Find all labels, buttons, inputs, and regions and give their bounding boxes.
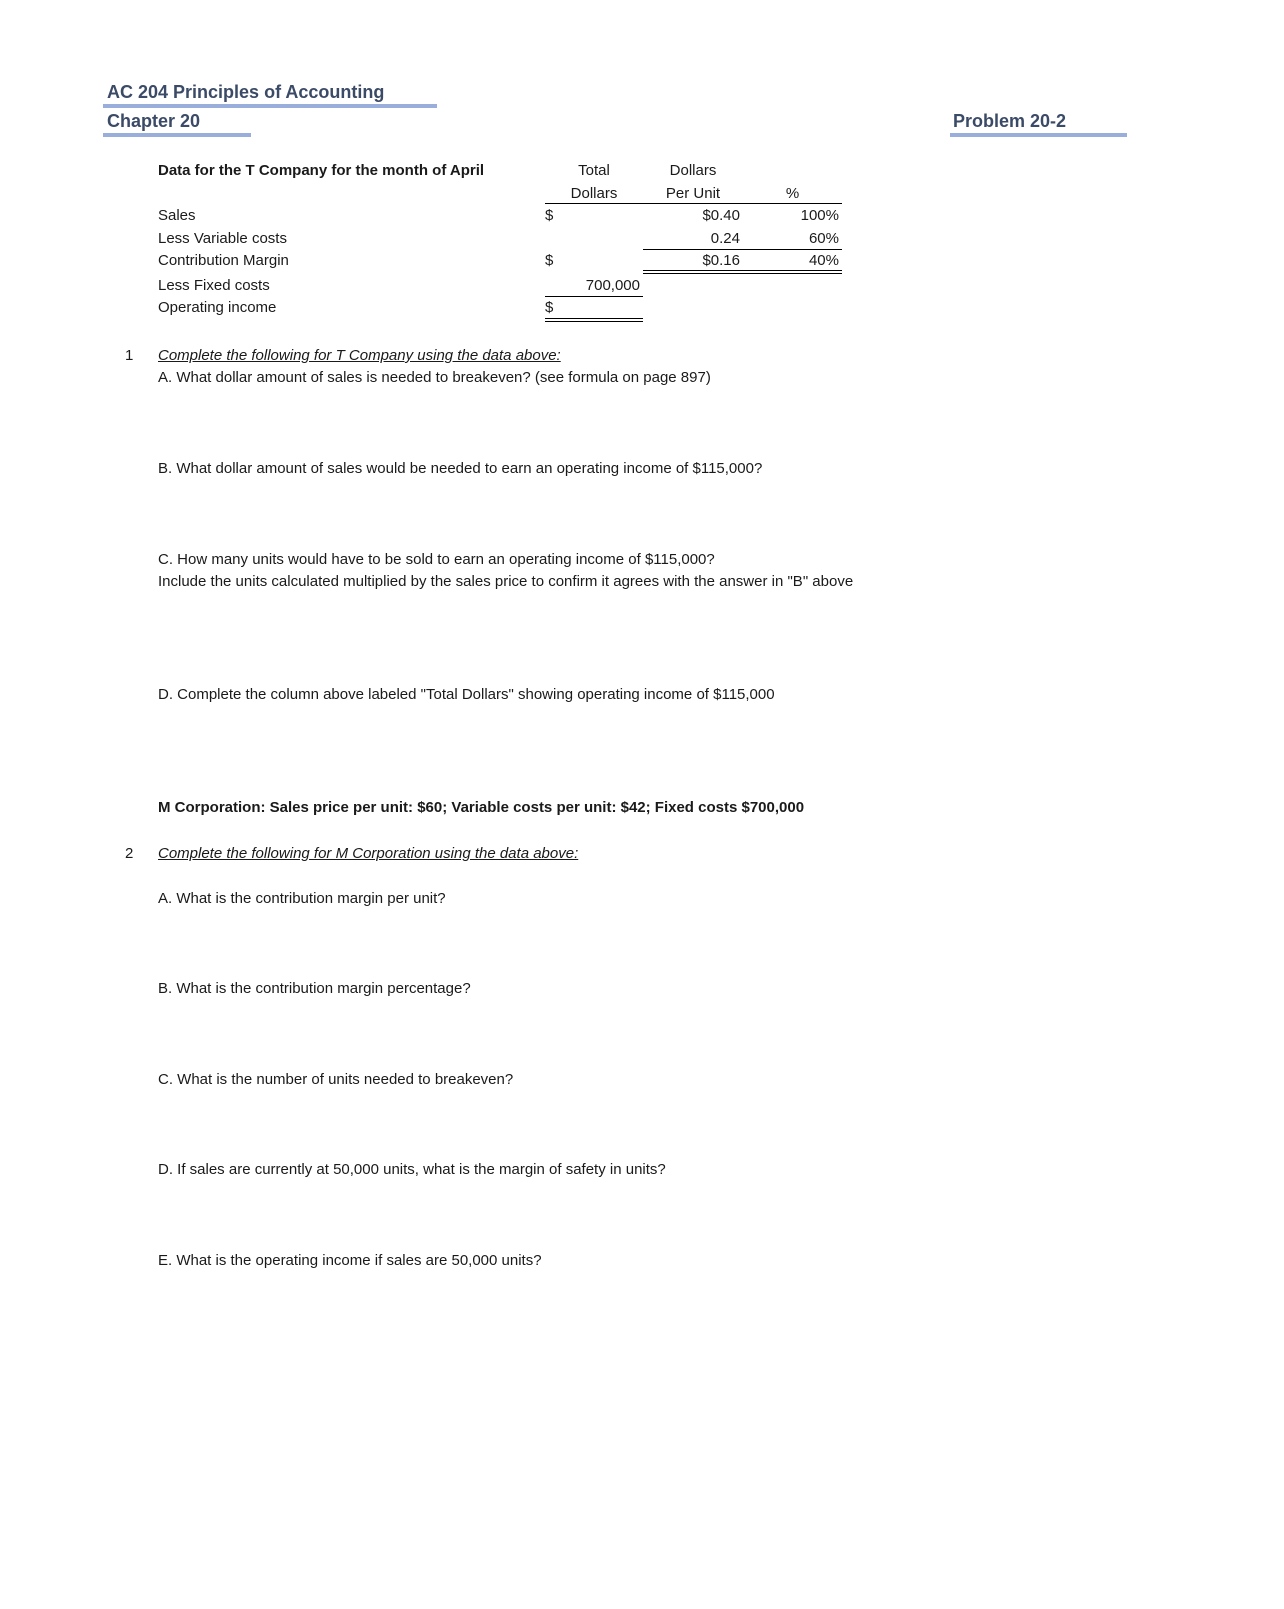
- row-label-cm: Contribution Margin: [158, 252, 289, 269]
- section-1-question-c: C. How many units would have to be sold to earn an operating income of $115,000?: [158, 551, 715, 568]
- section-1-question-c-note: Include the units calculated multiplied by the sales price to confirm it agrees with the answer in "B" above: [158, 573, 854, 590]
- m-corporation-data: M Corporation: Sales price per unit: $60; Variable costs per unit: $42; Fixed costs $700,000: [158, 799, 805, 816]
- col-header-unit-line2: Per Unit: [665, 185, 721, 202]
- row-pct-cm: 40%: [808, 252, 839, 269]
- table-title: Data for the T Company for the month of April: [158, 162, 485, 179]
- row-dollar-oi: $: [545, 299, 554, 316]
- row-unit-variable: 0.24: [710, 230, 740, 247]
- section-2-question-c: C. What is the number of units needed to breakeven?: [158, 1071, 514, 1088]
- problem-title: Problem 20-2: [953, 111, 1067, 131]
- row-label-variable: Less Variable costs: [158, 230, 287, 247]
- course-title-rule: [103, 104, 437, 108]
- section-1-heading: Complete the following for T Company using the data above:: [158, 347, 561, 364]
- section-1-question-d: D. Complete the column above labeled "Total Dollars" showing operating income of $115,000: [158, 686, 775, 703]
- section-1-number: 1: [125, 347, 134, 364]
- oi-double-underline-1: [545, 318, 643, 319]
- chapter-title-rule: [103, 133, 251, 137]
- header-underline: [545, 203, 842, 204]
- col-header-total-line1: Total: [578, 162, 610, 179]
- cm-double-underline-1: [643, 270, 842, 271]
- row-label-sales: Sales: [158, 207, 196, 224]
- section-2-question-e: E. What is the operating income if sales are 50,000 units?: [158, 1252, 542, 1269]
- variable-underline: [643, 249, 842, 250]
- col-header-unit-line1: Dollars: [669, 162, 717, 179]
- chapter-title: Chapter 20: [107, 111, 201, 131]
- row-total-fixed: 700,000: [585, 277, 640, 294]
- fixed-underline: [545, 296, 643, 297]
- cm-double-underline-2: [643, 273, 842, 274]
- section-1-question-a: A. What dollar amount of sales is needed to breakeven? (see formula on page 897): [158, 369, 711, 386]
- section-2-question-a: A. What is the contribution margin per unit?: [158, 890, 446, 907]
- row-dollar-cm: $: [545, 252, 554, 269]
- section-2-question-b: B. What is the contribution margin percentage?: [158, 980, 471, 997]
- oi-double-underline-2: [545, 321, 643, 322]
- row-unit-sales: $0.40: [702, 207, 740, 224]
- row-pct-variable: 60%: [808, 230, 839, 247]
- row-dollar-sales: $: [545, 207, 554, 224]
- row-unit-cm: $0.16: [702, 252, 740, 269]
- col-header-total-line2: Dollars: [570, 185, 618, 202]
- course-title: AC 204 Principles of Accounting: [107, 82, 385, 102]
- row-pct-sales: 100%: [800, 207, 839, 224]
- section-2-question-d: D. If sales are currently at 50,000 units, what is the margin of safety in units?: [158, 1161, 666, 1178]
- section-2-number: 2: [125, 845, 134, 862]
- problem-title-rule: [950, 133, 1127, 137]
- section-1-question-b: B. What dollar amount of sales would be needed to earn an operating income of $115,000?: [158, 460, 763, 477]
- row-label-fixed: Less Fixed costs: [158, 277, 270, 294]
- section-2-heading: Complete the following for M Corporation using the data above:: [158, 845, 579, 862]
- row-label-oi: Operating income: [158, 299, 277, 316]
- col-header-pct: %: [785, 185, 800, 202]
